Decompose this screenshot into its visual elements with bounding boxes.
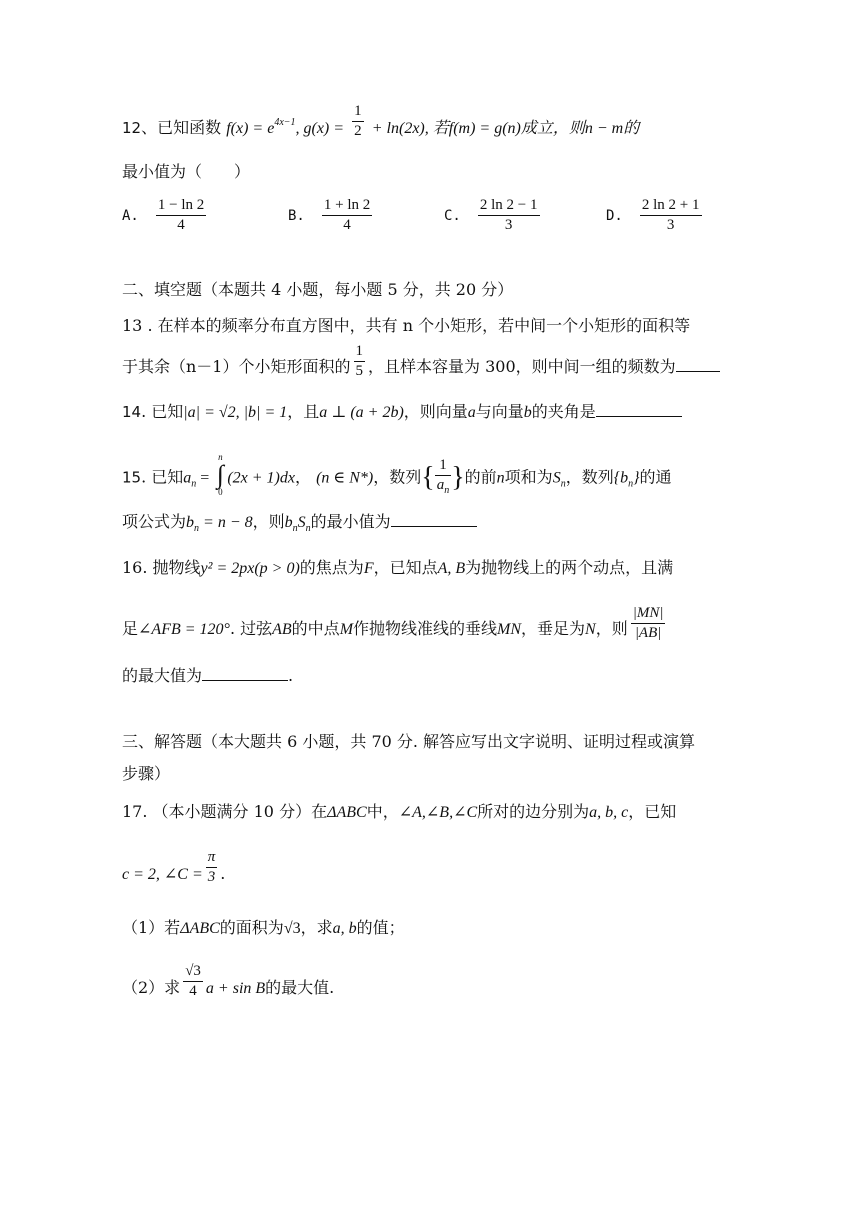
option-den: 4 xyxy=(177,217,185,233)
option-den: 4 xyxy=(343,217,351,233)
q15-text-mid3: 项和为 xyxy=(504,467,553,487)
section3-heading-line2: 步骤） xyxy=(122,764,171,783)
q17-part1 xyxy=(122,920,405,937)
q15-prod-b: b xyxy=(284,514,293,531)
q17-p2-end: 的最大值. xyxy=(265,978,335,997)
q17-p1-triangle: ΔABC xyxy=(180,920,220,937)
option-label: C. xyxy=(444,207,461,224)
q15-prod-b-sub: n xyxy=(292,523,298,534)
q17-p2-den: 4 xyxy=(189,983,197,999)
q16-text-mid2: ，已知点 xyxy=(373,558,438,577)
q15-bn-formula-rest: = n − 8 xyxy=(199,514,253,531)
q17-line2-end: . xyxy=(220,864,226,883)
q15-text: . 已知 xyxy=(141,467,184,487)
q16-answer-blank[interactable] xyxy=(202,666,288,681)
q15-text-mid: ，数列 xyxy=(373,467,422,487)
section2-heading: 二、填空题（本题共 4 小题，每小题 5 分，共 20 分） xyxy=(122,280,514,299)
q16-line2-text: 足 xyxy=(122,619,139,638)
q17-p1-text: （1）若 xyxy=(122,918,181,937)
q16-equation: y² = 2px(p > 0) xyxy=(200,560,300,577)
q17-p1-vars: a, b xyxy=(332,920,357,937)
q16-line3-end: . xyxy=(288,666,294,685)
q16-line2-b: 的中点 xyxy=(291,619,340,638)
q15-sn-sub: n xyxy=(560,478,566,490)
q13-text: 于其余（n－1）个小矩形面积的 xyxy=(122,357,351,376)
q15-prod-s: S xyxy=(297,514,306,531)
q13-line2 xyxy=(122,343,720,381)
q16-AB2: AB xyxy=(272,621,292,638)
q17-p1-value: √3 xyxy=(283,920,301,937)
q12-g-fraction xyxy=(352,102,364,141)
q13-fraction xyxy=(354,342,366,381)
option-num: 2 ln 2 + 1 xyxy=(640,196,702,216)
q15-frac-num: 1 xyxy=(435,456,452,476)
q16-ratio-num: |MN| xyxy=(631,604,666,624)
q14-answer-blank[interactable] xyxy=(596,402,682,417)
q15-bn-sub: n xyxy=(628,478,634,490)
q15-int-upper: n xyxy=(218,452,223,462)
q12-option-c xyxy=(444,196,543,235)
q16-ratio-den: |AB| xyxy=(634,625,662,641)
q16-line3 xyxy=(122,666,293,684)
q15-bn-formula-sub: n xyxy=(194,523,200,534)
q17-p1-mid: 的面积为 xyxy=(219,918,284,937)
q16-line1 xyxy=(122,560,673,577)
q16-number: 16 xyxy=(122,558,143,577)
q12-g-num: 1 xyxy=(352,102,364,122)
q12-condition: + ln(2x), 若f(m) = g(n)成立，则n − m的 xyxy=(371,120,640,137)
q17-text-end: ，已知 xyxy=(628,802,677,821)
q17-text-mid2: 所对的边分别为 xyxy=(477,802,590,821)
q17-text-mid: 中， xyxy=(366,802,399,821)
q17-fraction xyxy=(206,848,218,887)
q17-angles: ∠A,∠B,∠C xyxy=(398,804,478,821)
q17-frac-den: 3 xyxy=(207,869,216,885)
option-label: B. xyxy=(288,207,305,224)
q16-angle: ∠AFB = 120° xyxy=(138,621,230,638)
q17-p1-end: 的值； xyxy=(356,918,405,937)
q16-M: M xyxy=(339,621,354,638)
q14-text-mid2: 与向量 xyxy=(475,402,524,421)
q14-condition1: |a| = √2, |b| = 1 xyxy=(183,404,288,421)
q16-text: . 抛物线 xyxy=(142,558,201,577)
q17-p2-fraction xyxy=(183,962,203,1001)
option-num: 2 ln 2 − 1 xyxy=(478,196,540,216)
q15-text-mid4: ，数列 xyxy=(565,467,614,487)
q16-MN: MN xyxy=(497,621,522,638)
q16-line2-d: ，垂足为 xyxy=(521,619,586,638)
q15-line2-end: 的最小值为 xyxy=(310,512,391,531)
q14-text-end: 的夹角是 xyxy=(531,402,596,421)
option-den: 3 xyxy=(504,217,513,233)
q16-F: F xyxy=(363,560,374,577)
q13-line1: 13 . 在样本的频率分布直方图中，共有 n 个小矩形，若中间一个小矩形的面积等 xyxy=(122,316,691,335)
q15-bn: {b xyxy=(613,469,629,487)
q15-int-lower: 0 xyxy=(218,487,223,497)
q14-line xyxy=(122,402,682,421)
option-label: D. xyxy=(606,207,623,224)
q15-fraction xyxy=(435,456,452,500)
q15-line2-mid: ，则 xyxy=(252,512,285,531)
q16-text-mid3: 为抛物线上的两个动点，且满 xyxy=(465,558,674,577)
q15-line2 xyxy=(122,512,477,534)
q15-answer-blank[interactable] xyxy=(391,512,477,527)
q15-integral: n ∫ 0 xyxy=(213,453,227,497)
option-num: 1 − ln 2 xyxy=(156,196,206,216)
q14-text-mid: ，且 xyxy=(287,402,320,421)
q16-line2 xyxy=(122,605,668,643)
q15-text-end: 的通 xyxy=(639,467,672,487)
q13-frac-den: 5 xyxy=(355,363,363,379)
q12-option-d xyxy=(606,196,705,235)
q13-answer-blank[interactable] xyxy=(676,357,720,372)
q15-a-sub: n xyxy=(191,478,197,490)
q12-option-a xyxy=(122,196,209,235)
q17-text: 17. （本小题满分 10 分）在 xyxy=(122,802,328,821)
q17-given: c = 2, ∠C = xyxy=(122,866,203,883)
q13-frac-num: 1 xyxy=(354,342,366,362)
q12-option-b xyxy=(288,196,375,235)
q16-line2-a: . 过弦 xyxy=(229,619,273,638)
q15-condition: (n ∈ N*) xyxy=(316,469,374,487)
q12-g-formula: , g(x) = xyxy=(295,120,345,137)
q17-p1-mid2: ，求 xyxy=(300,918,333,937)
q17-p2-num: √3 xyxy=(183,962,203,982)
q15-bn-formula: b xyxy=(186,514,195,531)
q12-exponent: 4x−1 xyxy=(274,117,296,128)
q16-line2-e: ，则 xyxy=(595,619,628,638)
option-den: 3 xyxy=(666,217,675,233)
q14-text-post: ，则向量 xyxy=(403,402,468,421)
q17-sides: a, b, c xyxy=(589,804,629,821)
q14-condition2: a ⊥ (a + 2b) xyxy=(319,404,404,421)
q15-frac-den-sub: n xyxy=(444,485,450,496)
q16-line2-c: 作抛物线准线的垂线 xyxy=(353,619,498,638)
q17-triangle: ΔABC xyxy=(327,804,367,821)
q15-prod-s-sub: n xyxy=(305,523,311,534)
q15-eq: = xyxy=(196,469,214,487)
q12-f-formula: f(x) = e xyxy=(226,120,275,137)
q15-text-mid2: 的前 xyxy=(464,467,497,487)
q12-intro: 、已知函数 xyxy=(141,118,222,137)
q16-text-mid: 的焦点为 xyxy=(299,558,364,577)
q14-number: 14 xyxy=(122,403,142,421)
q15-line1: 15. 已知$a_n$ = n ∫ 0 (2x + 1)dx， (n ∈ N*)，数列{ $\frac{1}{a_n}$ }的前n项和为$S_n$，数列$\{b_n\}$的通 xyxy=(122,456,672,500)
q12-line1 xyxy=(122,103,640,141)
q17-p2-expr: a + sin B xyxy=(205,980,266,997)
q15-line2-text: 项公式为 xyxy=(122,512,187,531)
q15-number: 15 xyxy=(122,468,142,487)
q17-p2-text: （2）求 xyxy=(122,978,181,997)
q15-var-n: n xyxy=(496,469,505,487)
q16-N: N xyxy=(585,621,596,638)
q15-integrand: (2x + 1)dx xyxy=(227,469,295,487)
q16-ratio xyxy=(631,604,666,643)
q17-frac-num: π xyxy=(206,848,218,868)
q17-line2 xyxy=(122,849,226,887)
q16-line3-text: 的最大值为 xyxy=(122,666,203,685)
q17-part2 xyxy=(122,963,335,1001)
q15-frac-den: a xyxy=(436,477,445,493)
q15-bn-close: } xyxy=(633,469,640,487)
q14-text: . 已知 xyxy=(141,402,184,421)
section3-heading-line1: 三、解答题（本大题共 6 小题，共 70 分. 解答应写出文字说明、证明过程或演算 xyxy=(122,732,696,751)
q15-sn: S xyxy=(552,469,561,487)
q12-line2: 最小值为（ ） xyxy=(122,162,251,181)
q15-a: a xyxy=(183,469,192,487)
option-label: A. xyxy=(122,207,139,224)
q12-g-den: 2 xyxy=(354,123,362,139)
q14-var-b: b xyxy=(523,404,532,421)
q14-var-a: a xyxy=(467,404,476,421)
q12-number: 12 xyxy=(122,119,142,137)
q16-AB: A, B xyxy=(437,560,466,577)
q13-text-end: ，且样本容量为 300，则中间一组的频数为 xyxy=(368,357,676,376)
option-num: 1 + ln 2 xyxy=(322,196,372,216)
q17-line1 xyxy=(122,804,676,821)
